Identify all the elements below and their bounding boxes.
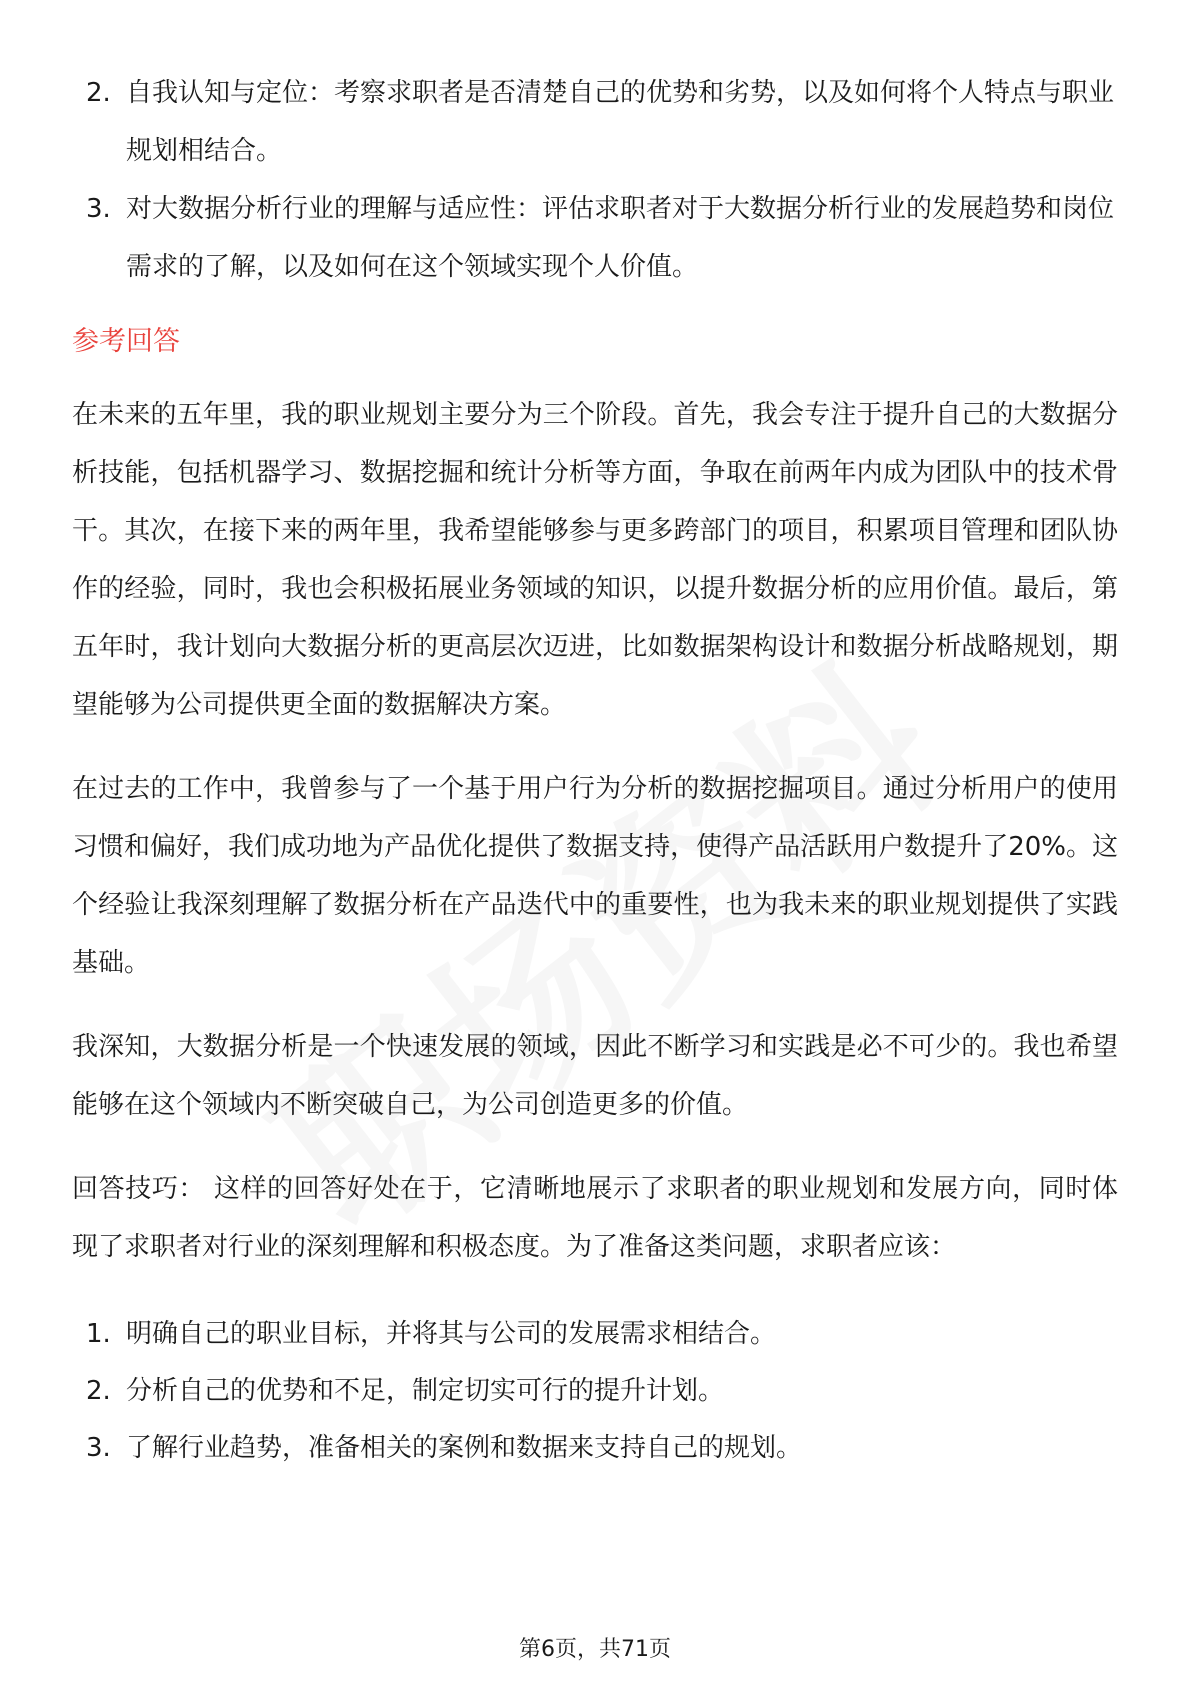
list-item-text: 分析自己的优势和不足，制定切实可行的提升计划。 <box>126 1376 725 1406</box>
list-item-text: 了解行业趋势，准备相关的案例和数据来支持自己的规划。 <box>126 1433 803 1463</box>
list-item-text: 自我认知与定位：考察求职者是否清楚自己的优势和劣势，以及如何将个人特点与职业规划相结合。 <box>126 78 1115 166</box>
page-footer: 第6页，共71页 <box>519 1637 671 1662</box>
list-item <box>72 1306 1118 1363</box>
list-item-number: 3. <box>86 194 111 224</box>
tips-paragraph: 回答技巧： 这样的回答好处在于，它清晰地展示了求职者的职业规划和发展方向，同时体现了求职者对行业的深刻理解和积极态度。为了准备这类问题，求职者应该： <box>72 1174 1118 1262</box>
answer-paragraph: 在未来的五年里，我的职业规划主要分为三个阶段。首先，我会专注于提升自己的大数据分析技能，包括机器学习、数据挖掘和统计分析等方面，争取在前两年内成为团队中的技术骨干。其次，在接下来的两年里，我希望能够参与更多跨部门的项目，积累项目管理和团队协作的经验，同时，我也会积极拓展业务领域的知识，以提升数据分析的应用价值。最后，第五年时，我计划向大数据分析的更高层次迈进，比如数据架构设计和数据分析战略规划，期望能够为公司提供更全面的数据解决方案。 <box>72 400 1118 720</box>
list-item-text: 明确自己的职业目标，并将其与公司的发展需求相结合。 <box>126 1319 777 1349</box>
list-item-number: 3. <box>86 1433 111 1463</box>
list-item-number: 2. <box>86 1376 111 1406</box>
answer-paragraph: 我深知，大数据分析是一个快速发展的领域，因此不断学习和实践是必不可少的。我也希望能够在这个领域内不断突破自己，为公司创造更多的价值。 <box>72 1032 1118 1120</box>
list-item <box>72 1420 1118 1477</box>
answer-paragraph: 在过去的工作中，我曾参与了一个基于用户行为分析的数据挖掘项目。通过分析用户的使用习惯和偏好，我们成功地为产品优化提供了数据支持，使得产品活跃用户数提升了20%。这个经验让我深刻理解了数据分析在产品迭代中的重要性，也为我未来的职业规划提供了实践基础。 <box>72 774 1118 978</box>
document-page <box>72 64 1118 1477</box>
list-item-number: 2. <box>86 78 111 108</box>
list-item <box>72 1363 1118 1420</box>
evaluation-points-list <box>72 64 1118 296</box>
list-item-number: 1. <box>86 1319 111 1349</box>
preparation-tips-list <box>72 1306 1118 1477</box>
list-item <box>72 64 1118 180</box>
list-item <box>72 180 1118 296</box>
list-item-text: 对大数据分析行业的理解与适应性：评估求职者对于大数据分析行业的发展趋势和岗位需求的了解，以及如何在这个领域实现个人价值。 <box>126 194 1115 282</box>
section-heading-reference-answer: 参考回答 <box>72 326 180 357</box>
